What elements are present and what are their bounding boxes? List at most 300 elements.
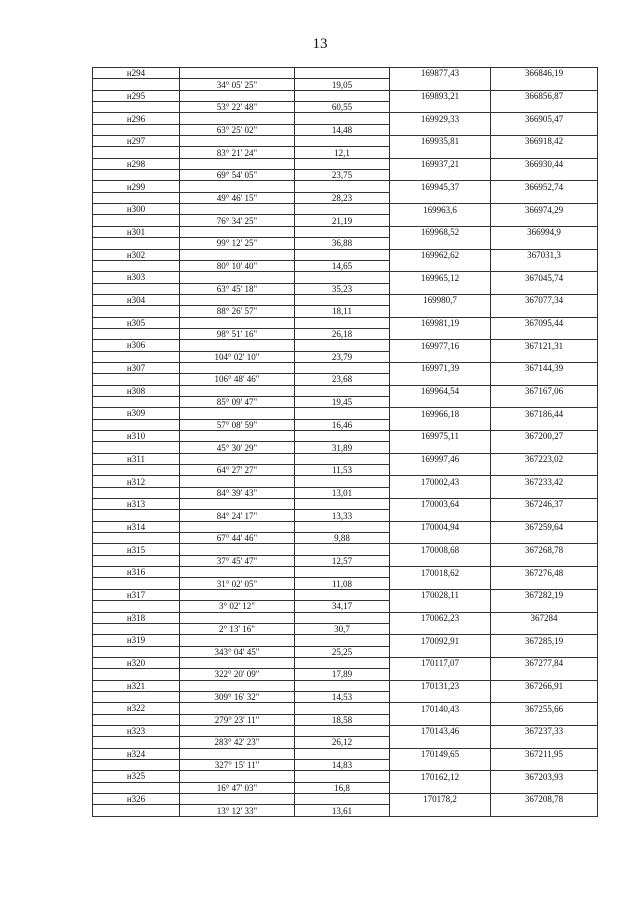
- y-coordinate-cell: 367167,06: [491, 385, 598, 396]
- coordinates-table: [92, 67, 598, 817]
- y-coordinate-cell: 367186,44: [491, 408, 598, 419]
- empty-cell: [491, 669, 598, 680]
- segment-length-cell: 36,88: [295, 238, 390, 249]
- segment-row: [93, 238, 598, 249]
- direction-angle-cell: 2° 13' 16": [180, 623, 295, 634]
- x-coordinate-cell: 170140,43: [390, 703, 491, 714]
- empty-cell: [180, 204, 295, 215]
- empty-cell: [93, 442, 180, 453]
- empty-cell: [491, 487, 598, 498]
- empty-cell: [295, 725, 390, 736]
- empty-cell: [390, 306, 491, 317]
- direction-angle-cell: 63° 45' 18": [180, 283, 295, 294]
- segment-row: [93, 419, 598, 430]
- point-name-cell: н325: [93, 771, 180, 782]
- empty-cell: [180, 771, 295, 782]
- empty-cell: [93, 533, 180, 544]
- x-coordinate-cell: 170002,43: [390, 476, 491, 487]
- y-coordinate-cell: 366974,29: [491, 204, 598, 215]
- empty-cell: [491, 306, 598, 317]
- empty-cell: [295, 476, 390, 487]
- direction-angle-cell: 67° 44' 46": [180, 533, 295, 544]
- empty-cell: [295, 794, 390, 805]
- empty-cell: [180, 136, 295, 147]
- segment-row: [93, 396, 598, 407]
- empty-cell: [390, 374, 491, 385]
- empty-cell: [491, 238, 598, 249]
- empty-cell: [491, 102, 598, 113]
- point-row: [93, 431, 598, 442]
- empty-cell: [491, 170, 598, 181]
- empty-cell: [390, 578, 491, 589]
- segment-length-cell: 12,57: [295, 555, 390, 566]
- x-coordinate-cell: 170131,23: [390, 680, 491, 691]
- empty-cell: [295, 771, 390, 782]
- empty-cell: [93, 79, 180, 90]
- point-row: [93, 680, 598, 691]
- empty-cell: [295, 431, 390, 442]
- empty-cell: [491, 782, 598, 793]
- empty-cell: [390, 238, 491, 249]
- empty-cell: [390, 147, 491, 158]
- y-coordinate-cell: 367121,31: [491, 340, 598, 351]
- x-coordinate-cell: 170004,94: [390, 521, 491, 532]
- point-name-cell: н310: [93, 431, 180, 442]
- empty-cell: [390, 260, 491, 271]
- empty-cell: [491, 533, 598, 544]
- point-name-cell: н299: [93, 181, 180, 192]
- x-coordinate-cell: 170178,2: [390, 794, 491, 805]
- empty-cell: [93, 555, 180, 566]
- segment-row: [93, 623, 598, 634]
- empty-cell: [390, 691, 491, 702]
- empty-cell: [180, 90, 295, 101]
- empty-cell: [295, 340, 390, 351]
- point-row: [93, 340, 598, 351]
- direction-angle-cell: 85° 09' 47": [180, 396, 295, 407]
- segment-length-cell: 25,25: [295, 646, 390, 657]
- segment-length-cell: 34,17: [295, 601, 390, 612]
- empty-cell: [180, 680, 295, 691]
- point-row: [93, 226, 598, 237]
- x-coordinate-cell: 170003,64: [390, 499, 491, 510]
- segment-row: [93, 533, 598, 544]
- segment-row: [93, 737, 598, 748]
- empty-cell: [295, 703, 390, 714]
- empty-cell: [180, 567, 295, 578]
- point-name-cell: н317: [93, 589, 180, 600]
- direction-angle-cell: 80° 10' 40": [180, 260, 295, 271]
- segment-length-cell: 26,12: [295, 737, 390, 748]
- y-coordinate-cell: 367277,84: [491, 657, 598, 668]
- y-coordinate-cell: 366930,44: [491, 158, 598, 169]
- x-coordinate-cell: 170162,12: [390, 771, 491, 782]
- empty-cell: [295, 158, 390, 169]
- point-row: [93, 385, 598, 396]
- empty-cell: [390, 102, 491, 113]
- segment-length-cell: 9,88: [295, 533, 390, 544]
- direction-angle-cell: 37° 45' 47": [180, 555, 295, 566]
- point-name-cell: н297: [93, 136, 180, 147]
- empty-cell: [390, 442, 491, 453]
- point-name-cell: н296: [93, 113, 180, 124]
- segment-row: [93, 351, 598, 362]
- empty-cell: [93, 510, 180, 521]
- point-name-cell: н307: [93, 362, 180, 373]
- y-coordinate-cell: 367095,44: [491, 317, 598, 328]
- x-coordinate-cell: 170008,68: [390, 544, 491, 555]
- empty-cell: [390, 510, 491, 521]
- segment-length-cell: 31,89: [295, 442, 390, 453]
- point-name-cell: н294: [93, 68, 180, 79]
- direction-angle-cell: 16° 47' 03": [180, 782, 295, 793]
- empty-cell: [295, 453, 390, 464]
- empty-cell: [295, 181, 390, 192]
- point-row: [93, 294, 598, 305]
- direction-angle-cell: 3° 02' 12": [180, 601, 295, 612]
- direction-angle-cell: 83° 21' 24": [180, 147, 295, 158]
- empty-cell: [390, 465, 491, 476]
- empty-cell: [390, 124, 491, 135]
- point-row: [93, 725, 598, 736]
- y-coordinate-cell: 366846,19: [491, 68, 598, 79]
- point-name-cell: н316: [93, 567, 180, 578]
- coordinates-table-body: [93, 68, 598, 817]
- empty-cell: [295, 635, 390, 646]
- empty-cell: [491, 260, 598, 271]
- empty-cell: [491, 646, 598, 657]
- empty-cell: [491, 510, 598, 521]
- point-name-cell: н312: [93, 476, 180, 487]
- point-row: [93, 476, 598, 487]
- empty-cell: [180, 113, 295, 124]
- empty-cell: [295, 226, 390, 237]
- direction-angle-cell: 98° 51' 16": [180, 328, 295, 339]
- segment-row: [93, 805, 598, 816]
- x-coordinate-cell: 169964,54: [390, 385, 491, 396]
- empty-cell: [390, 192, 491, 203]
- segment-length-cell: 14,53: [295, 691, 390, 702]
- point-row: [93, 567, 598, 578]
- empty-cell: [295, 657, 390, 668]
- segment-row: [93, 714, 598, 725]
- segment-length-cell: 18,11: [295, 306, 390, 317]
- point-row: [93, 249, 598, 260]
- y-coordinate-cell: 367255,66: [491, 703, 598, 714]
- empty-cell: [180, 657, 295, 668]
- y-coordinate-cell: 367031,3: [491, 249, 598, 260]
- point-name-cell: н323: [93, 725, 180, 736]
- empty-cell: [180, 476, 295, 487]
- segment-length-cell: 16,8: [295, 782, 390, 793]
- empty-cell: [180, 158, 295, 169]
- segment-row: [93, 102, 598, 113]
- segment-row: [93, 601, 598, 612]
- x-coordinate-cell: 169968,52: [390, 226, 491, 237]
- segment-row: [93, 170, 598, 181]
- point-row: [93, 771, 598, 782]
- direction-angle-cell: 76° 34' 25": [180, 215, 295, 226]
- segment-row: [93, 578, 598, 589]
- empty-cell: [93, 601, 180, 612]
- direction-angle-cell: 309° 16' 32": [180, 691, 295, 702]
- point-row: [93, 317, 598, 328]
- point-row: [93, 794, 598, 805]
- empty-cell: [180, 521, 295, 532]
- y-coordinate-cell: 367208,78: [491, 794, 598, 805]
- empty-cell: [295, 249, 390, 260]
- empty-cell: [295, 204, 390, 215]
- direction-angle-cell: 106° 48' 46": [180, 374, 295, 385]
- y-coordinate-cell: 366994,9: [491, 226, 598, 237]
- point-name-cell: н309: [93, 408, 180, 419]
- direction-angle-cell: 283° 42' 23": [180, 737, 295, 748]
- empty-cell: [491, 805, 598, 816]
- empty-cell: [93, 759, 180, 770]
- empty-cell: [390, 351, 491, 362]
- y-coordinate-cell: 367282,19: [491, 589, 598, 600]
- empty-cell: [390, 737, 491, 748]
- empty-cell: [93, 147, 180, 158]
- empty-cell: [295, 272, 390, 283]
- empty-cell: [180, 453, 295, 464]
- segment-length-cell: 13,01: [295, 487, 390, 498]
- empty-cell: [93, 578, 180, 589]
- point-name-cell: н305: [93, 317, 180, 328]
- x-coordinate-cell: 169980,7: [390, 294, 491, 305]
- segment-length-cell: 30,7: [295, 623, 390, 634]
- segment-row: [93, 192, 598, 203]
- direction-angle-cell: 104° 02' 10": [180, 351, 295, 362]
- empty-cell: [390, 79, 491, 90]
- x-coordinate-cell: 169877,43: [390, 68, 491, 79]
- empty-cell: [295, 294, 390, 305]
- point-name-cell: н322: [93, 703, 180, 714]
- direction-angle-cell: 99° 12' 25": [180, 238, 295, 249]
- empty-cell: [295, 589, 390, 600]
- empty-cell: [180, 249, 295, 260]
- segment-row: [93, 260, 598, 271]
- empty-cell: [390, 669, 491, 680]
- empty-cell: [93, 374, 180, 385]
- empty-cell: [390, 533, 491, 544]
- x-coordinate-cell: 170117,07: [390, 657, 491, 668]
- empty-cell: [180, 408, 295, 419]
- segment-row: [93, 306, 598, 317]
- x-coordinate-cell: 169929,33: [390, 113, 491, 124]
- segment-row: [93, 555, 598, 566]
- empty-cell: [93, 260, 180, 271]
- y-coordinate-cell: 367246,37: [491, 499, 598, 510]
- point-name-cell: н320: [93, 657, 180, 668]
- empty-cell: [93, 487, 180, 498]
- empty-cell: [180, 544, 295, 555]
- direction-angle-cell: 279° 23' 11": [180, 714, 295, 725]
- empty-cell: [93, 238, 180, 249]
- empty-cell: [295, 680, 390, 691]
- direction-angle-cell: 88° 26' 57": [180, 306, 295, 317]
- y-coordinate-cell: 367077,34: [491, 294, 598, 305]
- y-coordinate-cell: 367276,48: [491, 567, 598, 578]
- empty-cell: [491, 623, 598, 634]
- segment-length-cell: 18,58: [295, 714, 390, 725]
- empty-cell: [295, 385, 390, 396]
- y-coordinate-cell: 367223,02: [491, 453, 598, 464]
- point-name-cell: н306: [93, 340, 180, 351]
- x-coordinate-cell: 169981,19: [390, 317, 491, 328]
- empty-cell: [180, 294, 295, 305]
- segment-length-cell: 12,1: [295, 147, 390, 158]
- empty-cell: [93, 102, 180, 113]
- empty-cell: [295, 567, 390, 578]
- direction-angle-cell: 63° 25' 02": [180, 124, 295, 135]
- empty-cell: [295, 408, 390, 419]
- empty-cell: [180, 431, 295, 442]
- x-coordinate-cell: 169945,37: [390, 181, 491, 192]
- segment-length-cell: 13,33: [295, 510, 390, 521]
- empty-cell: [93, 805, 180, 816]
- segment-length-cell: 23,79: [295, 351, 390, 362]
- empty-cell: [180, 794, 295, 805]
- x-coordinate-cell: 169937,21: [390, 158, 491, 169]
- empty-cell: [491, 601, 598, 612]
- x-coordinate-cell: 169975,11: [390, 431, 491, 442]
- empty-cell: [93, 465, 180, 476]
- segment-row: [93, 215, 598, 226]
- empty-cell: [390, 714, 491, 725]
- empty-cell: [491, 328, 598, 339]
- direction-angle-cell: 322° 20' 09": [180, 669, 295, 680]
- segment-row: [93, 442, 598, 453]
- empty-cell: [491, 396, 598, 407]
- y-coordinate-cell: 367045,74: [491, 272, 598, 283]
- empty-cell: [295, 317, 390, 328]
- y-coordinate-cell: 366952,74: [491, 181, 598, 192]
- empty-cell: [180, 385, 295, 396]
- empty-cell: [180, 340, 295, 351]
- direction-angle-cell: 49° 46' 15": [180, 192, 295, 203]
- point-name-cell: н303: [93, 272, 180, 283]
- empty-cell: [180, 635, 295, 646]
- empty-cell: [390, 170, 491, 181]
- empty-cell: [491, 124, 598, 135]
- empty-cell: [390, 805, 491, 816]
- segment-row: [93, 328, 598, 339]
- segment-length-cell: 19,05: [295, 79, 390, 90]
- direction-angle-cell: 45° 30' 29": [180, 442, 295, 453]
- y-coordinate-cell: 367268,78: [491, 544, 598, 555]
- segment-length-cell: 23,75: [295, 170, 390, 181]
- y-coordinate-cell: 366905,47: [491, 113, 598, 124]
- empty-cell: [491, 691, 598, 702]
- point-row: [93, 136, 598, 147]
- empty-cell: [295, 499, 390, 510]
- segment-row: [93, 465, 598, 476]
- direction-angle-cell: 64° 27' 27": [180, 465, 295, 476]
- empty-cell: [295, 521, 390, 532]
- x-coordinate-cell: 170062,23: [390, 612, 491, 623]
- point-row: [93, 544, 598, 555]
- empty-cell: [390, 283, 491, 294]
- empty-cell: [295, 136, 390, 147]
- y-coordinate-cell: 367200,27: [491, 431, 598, 442]
- empty-cell: [491, 374, 598, 385]
- segment-length-cell: 16,46: [295, 419, 390, 430]
- empty-cell: [180, 589, 295, 600]
- point-name-cell: н319: [93, 635, 180, 646]
- empty-cell: [390, 487, 491, 498]
- x-coordinate-cell: 169965,12: [390, 272, 491, 283]
- point-row: [93, 158, 598, 169]
- empty-cell: [295, 68, 390, 79]
- x-coordinate-cell: 170143,46: [390, 725, 491, 736]
- direction-angle-cell: 31° 02' 05": [180, 578, 295, 589]
- point-row: [93, 68, 598, 79]
- segment-length-cell: 11,53: [295, 465, 390, 476]
- segment-length-cell: 14,65: [295, 260, 390, 271]
- empty-cell: [491, 759, 598, 770]
- empty-cell: [93, 170, 180, 181]
- x-coordinate-cell: 169977,16: [390, 340, 491, 351]
- empty-cell: [93, 215, 180, 226]
- x-coordinate-cell: 169966,18: [390, 408, 491, 419]
- direction-angle-cell: 84° 24' 17": [180, 510, 295, 521]
- segment-length-cell: 19,45: [295, 396, 390, 407]
- x-coordinate-cell: 169997,46: [390, 453, 491, 464]
- point-name-cell: н302: [93, 249, 180, 260]
- x-coordinate-cell: 170092,91: [390, 635, 491, 646]
- point-name-cell: н308: [93, 385, 180, 396]
- empty-cell: [93, 306, 180, 317]
- direction-angle-cell: 69° 54' 05": [180, 170, 295, 181]
- y-coordinate-cell: 366856,87: [491, 90, 598, 101]
- empty-cell: [93, 328, 180, 339]
- point-name-cell: н326: [93, 794, 180, 805]
- segment-row: [93, 283, 598, 294]
- empty-cell: [295, 612, 390, 623]
- empty-cell: [93, 396, 180, 407]
- empty-cell: [180, 725, 295, 736]
- point-row: [93, 408, 598, 419]
- point-name-cell: н324: [93, 748, 180, 759]
- point-name-cell: н314: [93, 521, 180, 532]
- empty-cell: [93, 669, 180, 680]
- empty-cell: [93, 283, 180, 294]
- empty-cell: [491, 283, 598, 294]
- segment-row: [93, 691, 598, 702]
- direction-angle-cell: 327° 15' 11": [180, 759, 295, 770]
- segment-length-cell: 21,19: [295, 215, 390, 226]
- y-coordinate-cell: 367233,42: [491, 476, 598, 487]
- empty-cell: [93, 124, 180, 135]
- segment-length-cell: 11,08: [295, 578, 390, 589]
- y-coordinate-cell: 367285,19: [491, 635, 598, 646]
- direction-angle-cell: 57° 08' 59": [180, 419, 295, 430]
- direction-angle-cell: 13° 12' 33": [180, 805, 295, 816]
- point-row: [93, 748, 598, 759]
- empty-cell: [491, 419, 598, 430]
- empty-cell: [390, 759, 491, 770]
- empty-cell: [390, 419, 491, 430]
- point-row: [93, 657, 598, 668]
- y-coordinate-cell: 366918,42: [491, 136, 598, 147]
- empty-cell: [295, 113, 390, 124]
- empty-cell: [491, 351, 598, 362]
- segment-length-cell: 26,18: [295, 328, 390, 339]
- empty-cell: [295, 362, 390, 373]
- point-name-cell: н311: [93, 453, 180, 464]
- point-row: [93, 453, 598, 464]
